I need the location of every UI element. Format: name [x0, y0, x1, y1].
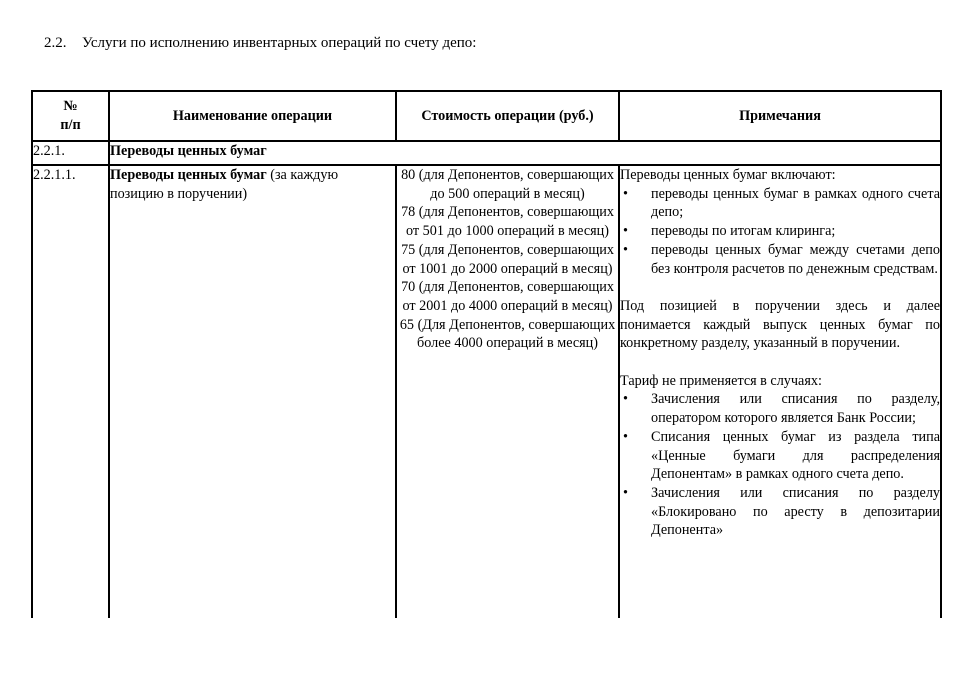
list-item: • переводы ценных бумаг в рамках одного счета депо; [623, 185, 940, 221]
section-title: Услуги по исполнению инвентарных операций по счету депо: [82, 35, 477, 51]
list-item: • Списания ценных бумаг из раздела типа «Ценные бумаги для распределения Депонентам» в рамках одного счета депо. [623, 428, 940, 483]
header-num: № п/п [32, 91, 109, 141]
exceptions-list [620, 390, 940, 540]
row-operation-name [109, 165, 396, 618]
bullet-icon: • [623, 391, 628, 408]
cost-tier: 65 (Для Депонентов, совершающих более 4000 операций в месяц) [399, 316, 616, 352]
tariff-table [31, 90, 942, 618]
bullet-icon: • [623, 185, 628, 202]
bullet-icon: • [623, 484, 628, 501]
cost-tier: 75 (для Депонентов, совершающих от 1001 до 2000 операций в месяц) [401, 241, 614, 277]
row-notes [619, 165, 941, 618]
list-item: • переводы по итогам клиринга; [623, 223, 836, 240]
bullet-icon: • [623, 223, 628, 240]
cost-tier: 80 (для Депонентов, совершающих до 500 операций в месяц) [401, 167, 614, 202]
row-num: 2.2.1.1. [32, 165, 109, 618]
bullet-icon: • [623, 241, 628, 258]
row-name-rest: (за каждую позицию в поручении) [110, 167, 339, 202]
transfer-types-list [620, 185, 940, 279]
group-row-title: Переводы ценных бумаг [109, 141, 941, 165]
header-operation-name: Наименование операции [109, 91, 396, 141]
header-cost: Стоимость операции (руб.) [396, 91, 619, 141]
section-heading [44, 34, 476, 53]
row-cost [396, 165, 619, 618]
cost-tier: 78 (для Депонентов, совершающих от 501 до 1000 операций в месяц) [401, 204, 614, 240]
position-definition: Под позицией в поручении здесь и далее понимается каждый выпуск ценных бумаг по конкретному разделу, указанный в поручении. [620, 297, 940, 352]
section-number: 2.2. [44, 35, 67, 51]
table-header-row [32, 91, 941, 141]
exceptions-intro: Тариф не применяется в случаях: [620, 372, 822, 389]
group-row [32, 141, 941, 165]
list-item: • Зачисления или списания по разделу, оператором которого является Банк России; [623, 391, 940, 427]
cost-tier: 70 (для Депонентов, совершающих от 2001 до 4000 операций в месяц) [401, 279, 614, 314]
header-notes: Примечания [619, 91, 941, 141]
list-item: • Зачисления или списания по разделу «Блокировано по аресту в депозитарии Депонента» [623, 484, 940, 539]
group-row-num: 2.2.1. [32, 141, 109, 165]
row-name-bold: Переводы ценных бумаг [110, 167, 267, 183]
list-item: • переводы ценных бумаг между счетами депо без контроля расчетов по денежным средствам. [623, 241, 940, 277]
notes-intro: Переводы ценных бумаг включают: [620, 167, 836, 183]
table-row [32, 165, 941, 618]
bullet-icon: • [623, 428, 628, 445]
